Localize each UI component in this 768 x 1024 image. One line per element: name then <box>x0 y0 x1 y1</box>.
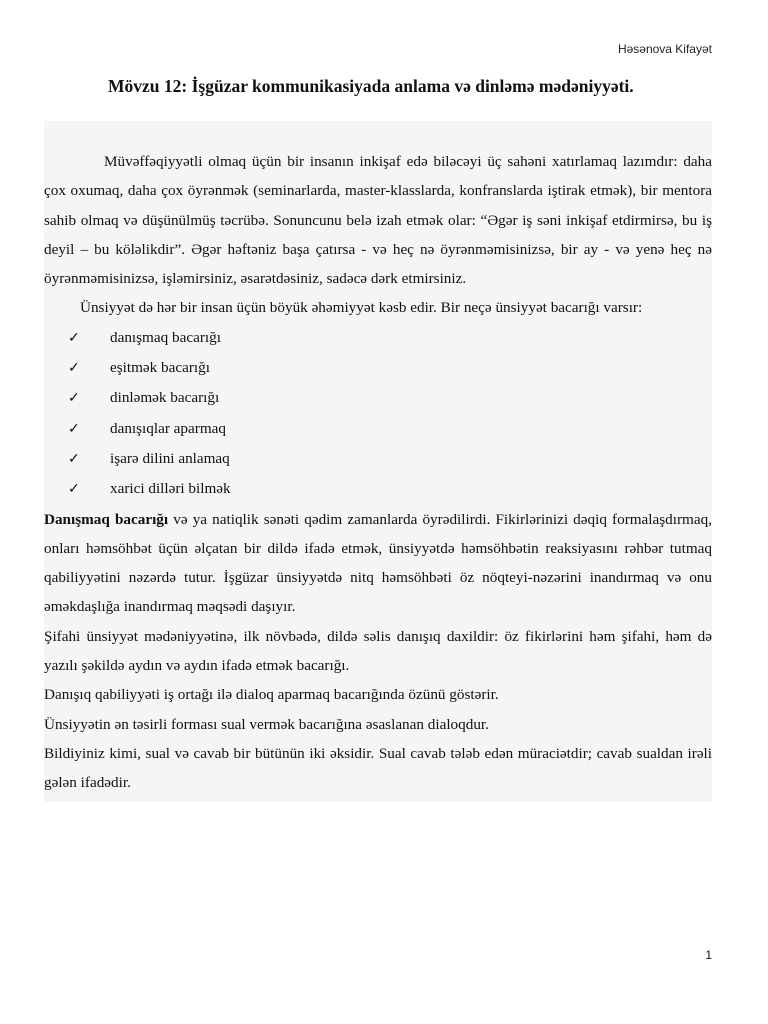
paragraph-intro: Müvəffəqiyyətli olmaq üçün bir insanın inkişaf edə biləcəyi üç sahəni xatırlamaq lazımdır: daha çox oxumaq, daha çox öyrənmək (seminarlarda, master-klasslarda, konfranslarda iştirak etmək), bir mentora sahib olmaq və düşünülmüş təcrübə. Sonuncunu belə izah etmək olar: “Əgər iş səni inkişaf etdirmirsə, bu iş deyil – bu köləlikdir”. Əgər həftəniz başa çatırsa - və heç nə öyrənməmisinizsə, bir ay - və yenə heç nə öyrənməmisinizsə, işləmirsiniz, əsarətdəsiniz, sadəcə dərk etmirsiniz. <box>44 153 712 288</box>
paragraph-dialogue-ability: Danışıq qabiliyyəti iş ortağı ilə dialoq aparmaq bacarığında özünü göstərir. <box>44 686 499 704</box>
speaking-skill-term: Danışmaq bacarığı <box>44 510 169 528</box>
check-icon: ✓ <box>68 451 80 467</box>
list-item-text: dinləmək bacarığı <box>110 389 220 407</box>
list-item <box>44 414 712 444</box>
paragraph-effective-form: Ünsiyyətin ən təsirli forması sual vermək bacarığına əsaslanan dialoqdur. <box>44 715 489 733</box>
paragraph-oral-culture: Şifahi ünsiyyət mədəniyyətinə, ilk növbədə, dildə səlis danışıq daxildir: öz fikirlərini həm şifahi, həm də yazılı şəkildə aydın və aydın ifadə etmək bacarığı. <box>44 627 712 675</box>
check-icon: ✓ <box>68 482 80 498</box>
page-title: Mövzu 12: İşgüzar kommunikasiyada anlama və dinləmə mədəniyyəti. <box>108 76 634 96</box>
list-item <box>44 383 712 413</box>
speaking-skill-text: və ya natiqlik sənəti qədim zamanlarda öyrədilirdi. Fikirlərinizi dəqiq formalaşdırmaq, onları həmsöhbət üçün əlçatan bir dildə ifadə etmək, ünsiyyətdə həmsöhbətin reaksiyasını rəhbər tutmaq qabiliyyətini nəzərdə tutur. İşgüzar ünsiyyətdə nitq həmsöhbəti öz nöqteyi-nəzərini inandırmaq və onu əməkdaşlığa inandırmaq məqsədi daşıyır. <box>44 510 712 616</box>
header-author: Həsənova Kifayət <box>617 42 712 56</box>
list-item-text: danışmaq bacarığı <box>110 328 221 346</box>
paragraph-communication: Ünsiyyət də hər bir insan üçün böyük əhəmiyyət kəsb edir. Bir neçə ünsiyyət bacarığı varsır: <box>80 299 643 317</box>
list-item <box>44 444 712 474</box>
check-icon: ✓ <box>68 391 80 407</box>
list-item-text: eşitmək bacarığı <box>110 359 210 377</box>
paragraph-speaking-skill <box>44 505 712 622</box>
check-icon: ✓ <box>68 421 80 437</box>
list-item <box>44 323 712 353</box>
list-item-text: xarici dilləri bilmək <box>110 480 231 498</box>
page-number: 1 <box>705 948 712 962</box>
list-item-text: danışıqlar aparmaq <box>110 419 226 437</box>
list-item-text: işarə dilini anlamaq <box>110 449 230 467</box>
check-icon: ✓ <box>68 361 80 377</box>
check-icon: ✓ <box>68 330 80 346</box>
paragraph-question-answer: Bildiyiniz kimi, sual və cavab bir bütünün iki əksidir. Sual cavab tələb edən müraciətdir; cavab sualdan irəli gələn ifadədir. <box>44 744 712 792</box>
list-item <box>44 474 712 504</box>
list-item <box>44 353 712 383</box>
skills-checklist <box>44 323 712 505</box>
document-body <box>44 121 712 802</box>
